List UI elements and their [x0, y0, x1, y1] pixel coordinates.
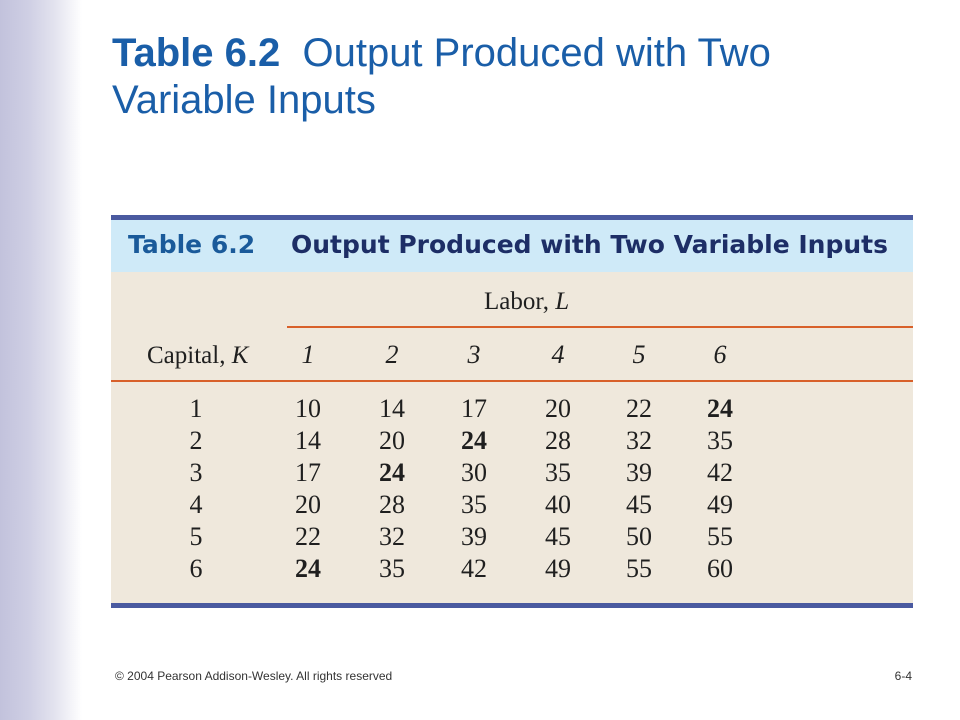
output-cell-k4-l3: 35: [461, 490, 487, 519]
output-cell-k4-l5: 45: [626, 490, 652, 519]
labor-header-4: 4: [551, 340, 565, 369]
output-cell-k5-l1: 22: [295, 522, 321, 551]
capital-value-1: 1: [189, 394, 203, 423]
slide-title: [112, 30, 912, 124]
output-cell-k4-l1: 20: [295, 490, 321, 519]
output-cell-k6-l2: 35: [379, 554, 405, 583]
output-cell-k4-l6: 49: [707, 490, 733, 519]
labor-header-5: 5: [632, 340, 646, 369]
output-cell-k2-l5: 32: [626, 426, 652, 455]
labor-header-1: 1: [301, 340, 315, 369]
table-label: Table 6.2: [128, 230, 256, 259]
output-cell-k5-l2: 32: [379, 522, 405, 551]
slide-title-text: Output Produced with Two Variable Inputs: [112, 31, 771, 122]
output-cell-k6-l3: 42: [461, 554, 487, 583]
capital-value-4: 4: [189, 490, 203, 519]
table-figure: [111, 215, 913, 608]
output-cell-k3-l6: 42: [707, 458, 733, 487]
output-cell-k1-l3: 17: [461, 394, 487, 423]
slide-title-label: Table 6.2: [112, 31, 281, 75]
labor-header-2: 2: [385, 340, 399, 369]
capital-value-5: 5: [189, 522, 203, 551]
output-cell-k3-l2: 24: [379, 458, 405, 487]
output-cell-k1-l6: 24: [707, 394, 733, 423]
output-cell-k5-l5: 50: [626, 522, 652, 551]
output-cell-k5-l3: 39: [461, 522, 487, 551]
output-cell-k3-l3: 30: [461, 458, 487, 487]
labor-rule: [287, 326, 913, 328]
capital-value-2: 2: [189, 426, 203, 455]
output-cell-k3-l5: 39: [626, 458, 652, 487]
page-number: 6-4: [894, 669, 912, 683]
capital-value-3: 3: [189, 458, 203, 487]
output-cell-k6-l5: 55: [626, 554, 652, 583]
output-cell-k1-l1: 10: [295, 394, 321, 423]
output-cell-k4-l4: 40: [545, 490, 571, 519]
output-cell-k2-l3: 24: [461, 426, 487, 455]
output-cell-k3-l4: 35: [545, 458, 571, 487]
labor-heading-text: Labor,: [484, 288, 556, 315]
table-caption: Output Produced with Two Variable Inputs: [291, 230, 889, 259]
output-cell-k6-l6: 60: [707, 554, 733, 583]
output-cell-k6-l1: 24: [295, 554, 321, 583]
output-cell-k1-l2: 14: [379, 394, 405, 423]
labor-heading: [484, 288, 569, 316]
output-cell-k3-l1: 17: [295, 458, 321, 487]
output-cell-k2-l2: 20: [379, 426, 405, 455]
output-cell-k6-l4: 49: [545, 554, 571, 583]
capital-heading-symbol: K: [231, 342, 249, 369]
labor-heading-symbol: L: [555, 288, 570, 315]
output-cell-k1-l4: 20: [545, 394, 571, 423]
output-cell-k2-l1: 14: [295, 426, 321, 455]
side-gradient-bar: [0, 0, 82, 720]
output-cell-k5-l6: 55: [707, 522, 733, 551]
capital-value-6: 6: [189, 554, 203, 583]
copyright-footer: © 2004 Pearson Addison-Wesley. All rights reserved: [115, 669, 393, 683]
capital-heading-text: Capital,: [147, 342, 232, 369]
output-cell-k4-l2: 28: [379, 490, 405, 519]
output-cell-k5-l4: 45: [545, 522, 571, 551]
output-cell-k2-l4: 28: [545, 426, 571, 455]
header-rule: [111, 380, 913, 382]
output-cell-k1-l5: 22: [626, 394, 652, 423]
capital-heading: [147, 342, 248, 370]
labor-header-6: 6: [713, 340, 727, 369]
labor-header-3: 3: [467, 340, 481, 369]
table-header-band: [111, 220, 913, 272]
output-cell-k2-l6: 35: [707, 426, 733, 455]
